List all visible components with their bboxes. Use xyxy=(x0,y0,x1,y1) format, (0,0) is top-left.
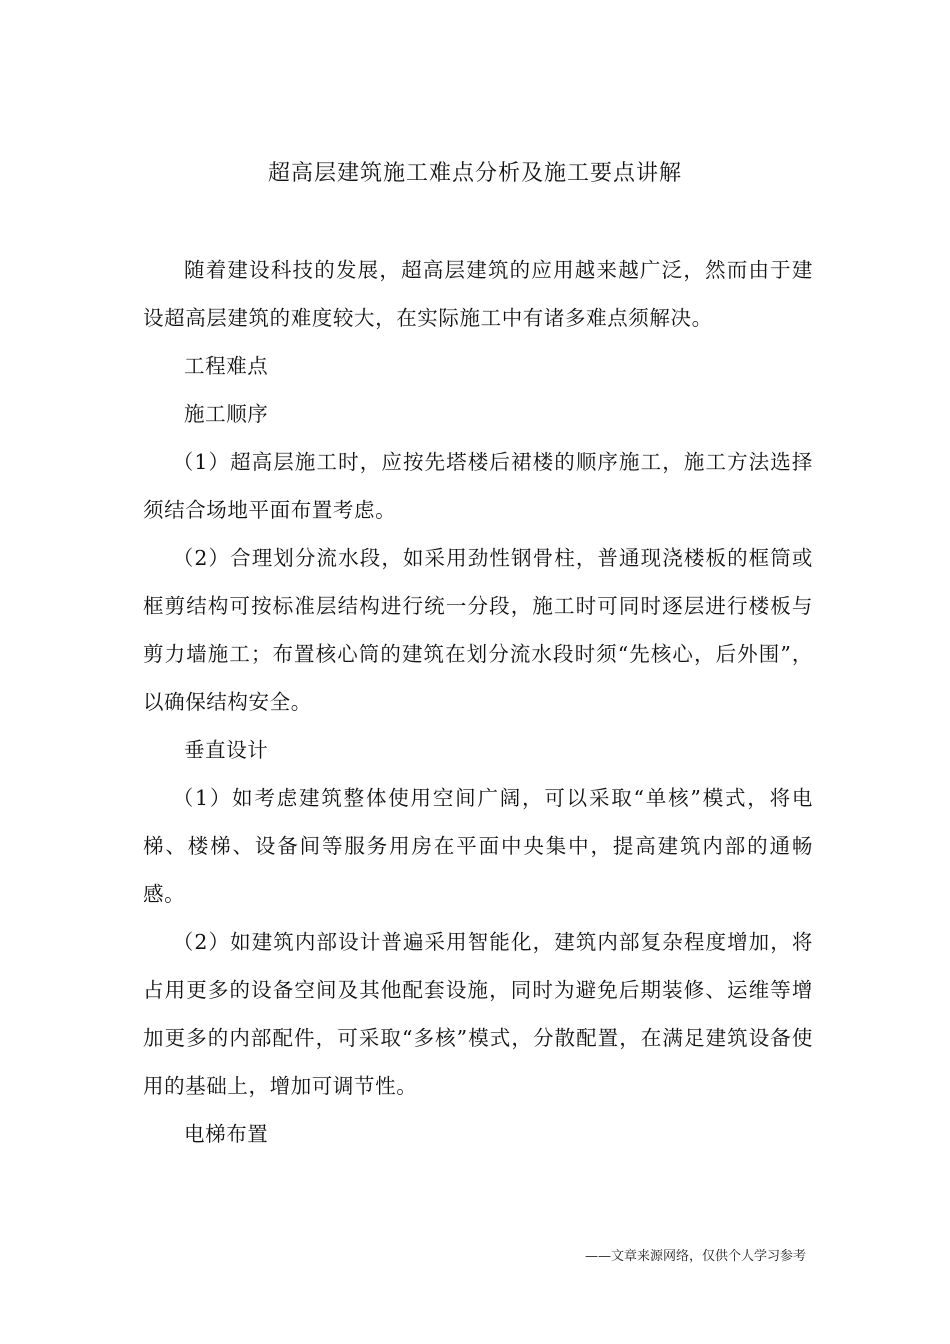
vertical-design-item-1: （1）如考虑建筑整体使用空间广阔，可以采取“单核”模式，将电梯、楼梯、设备间等服务用房在平面中央集中，提高建筑内部的通畅感。 xyxy=(143,786,813,906)
sequence-item-1: （1）超高层施工时，应按先塔楼后裙楼的顺序施工，施工方法选择须结合场地平面布置考虑。 xyxy=(143,450,813,522)
document-title: 超高层建筑施工难点分析及施工要点讲解 xyxy=(267,161,682,186)
subheading-construction-sequence: 施工顺序 xyxy=(184,402,269,426)
intro-paragraph: 随着建设科技的发展，超高层建筑的应用越来越广泛，然而由于建设超高层建筑的难度较大，在实际施工中有诸多难点须解决。 xyxy=(143,258,813,330)
subheading-elevator-layout: 电梯布置 xyxy=(184,1122,269,1146)
vertical-design-item-2: （2）如建筑内部设计普遍采用智能化，建筑内部复杂程度增加，将占用更多的设备空间及其他配套设施，同时为避免后期装修、运维等增加更多的内部配件，可采取“多核”模式，分散配置，在满足建筑设备使用的基础上，增加可调节性。 xyxy=(143,930,813,1098)
sequence-item-2: （2）合理划分流水段，如采用劲性钢骨柱，普通现浇楼板的框筒或框剪结构可按标准层结构进行统一分段，施工时可同时逐层进行楼板与剪力墙施工；布置核心筒的建筑在划分流水段时须“先核心，后外围”，以确保结构安全。 xyxy=(143,546,813,714)
subheading-vertical-design: 垂直设计 xyxy=(184,738,269,762)
footer-note: ——文章来源网络，仅供个人学习参考 xyxy=(584,1249,806,1264)
section-heading-engineering-difficulties: 工程难点 xyxy=(184,354,269,378)
document-body xyxy=(143,246,813,1158)
